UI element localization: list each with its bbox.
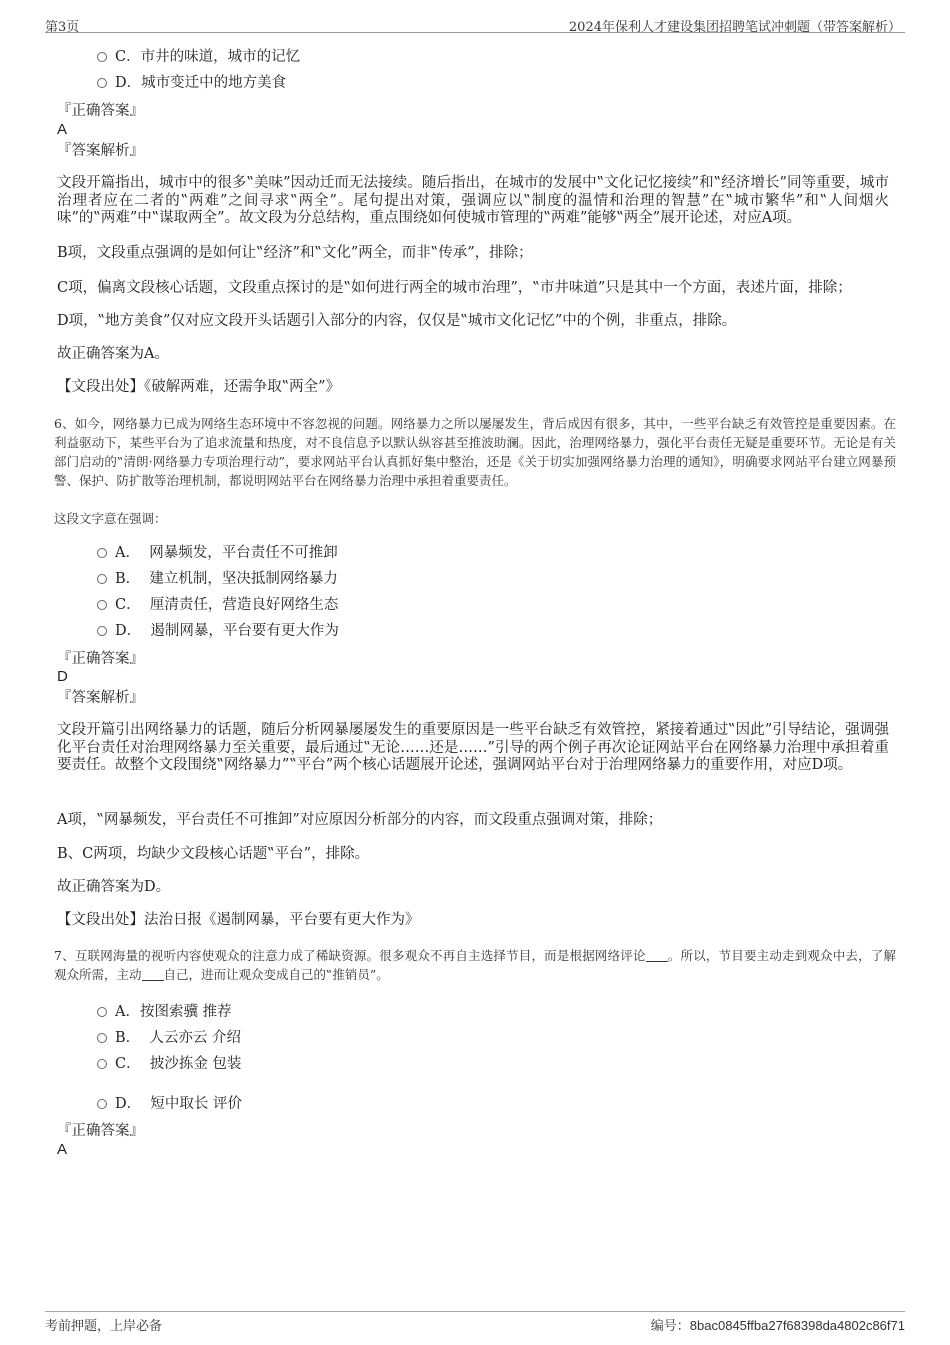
blank-1 <box>646 949 668 962</box>
radio-icon[interactable] <box>97 1099 107 1109</box>
q6-stem: 6、如今，网络暴力已成为网络生态环境中不容忽视的问题。网络暴力之所以屡屡发生，背后成因有很多，其中，一些平台缺乏有效管控是重要因素。在利益驱动下，某些平台为了追求流量和热度，对不良信息予以默认纵容甚至推波助澜。因此，治理网络暴力，强化平台责任无疑是重要环节。无论是有关部门启动的‟清朗·网络暴力专项治理行动”，要求网站平台认真抓好集中整治，还是《关于切实加强网络暴力治理的通知》，明确要求网站平台建立网暴预警、保护、防扩散等治理机制，都说明网站平台在网络暴力治理中承担着重要责任。 <box>54 416 896 488</box>
document-title: 2024年保利人才建设集团招聘笔试冲刺题（带答案解析） <box>568 20 901 35</box>
q6-analysis-p2: A项，‟网暴频发，平台责任不可推卸”对应原因分析部分的内容，而文段重点强调对策，排除； <box>57 812 663 828</box>
q6-analysis-label: 『答案解析』 <box>57 690 144 706</box>
q7-option-a[interactable]: A．按图索骥 推荐 <box>97 1003 232 1021</box>
q6-answer: D <box>57 668 68 685</box>
footer-code: 编号：8bac0845ffba27f68398da4802c86f71 <box>650 1318 905 1334</box>
q6-option-a[interactable]: A． 网暴频发，平台责任不可推卸 <box>97 544 338 562</box>
radio-icon[interactable] <box>97 626 107 636</box>
radio-icon[interactable] <box>97 1059 107 1069</box>
q7-option-b[interactable]: B． 人云亦云 介绍 <box>97 1029 241 1047</box>
radio-icon[interactable] <box>97 78 107 88</box>
q6-option-c[interactable]: C． 厘清责任，营造良好网络生态 <box>97 596 338 614</box>
q5-source: 【文段出处】《破解两难，还需争取‟两全”》 <box>57 379 341 395</box>
q7-stem: 7、互联网海量的视听内容使观众的注意力成了稀缺资源。很多观众不再自主选择节目，而是根据网络评论 。所以，节目要主动走到观众中去，了解观众所需，主动 自己，进而让观众变成自己的‟推销员”。 <box>54 948 896 982</box>
q5-option-d[interactable]: D．城市变迁中的地方美食 <box>97 74 286 92</box>
page-header <box>45 14 905 33</box>
q6-option-b[interactable]: B． 建立机制，坚决抵制网络暴力 <box>97 570 338 588</box>
q7-answer: A <box>57 1141 68 1158</box>
radio-icon[interactable] <box>97 600 107 610</box>
q5-analysis-p2: B项，文段重点强调的是如何让‟经济”和‟文化”两全，而非‟传承”，排除； <box>57 245 533 261</box>
q5-analysis-label: 『答案解析』 <box>57 143 144 159</box>
q5-answer-label: 『正确答案』 <box>57 103 144 119</box>
radio-icon[interactable] <box>97 548 107 558</box>
q5-option-c[interactable]: C．市井的味道，城市的记忆 <box>97 48 300 66</box>
q6-question: 这段文字意在强调： <box>54 511 167 526</box>
radio-icon[interactable] <box>97 52 107 62</box>
page-footer <box>45 1311 905 1334</box>
q6-analysis-p3: B、C两项，均缺少文段核心话题‟平台”，排除。 <box>57 846 370 862</box>
radio-icon[interactable] <box>97 574 107 584</box>
q5-analysis-p4: D项，‟地方美食”仅对应文段开头话题引入部分的内容，仅仅是‟城市文化记忆”中的个例，非重点，排除。 <box>57 313 737 329</box>
q6-source: 【文段出处】法治日报《遏制网暴，平台要有更大作为》 <box>57 912 420 928</box>
q5-answer: A <box>57 121 68 138</box>
q6-option-d[interactable]: D． 遏制网暴，平台要有更大作为 <box>97 622 339 640</box>
footer-slogan: 考前押题，上岸必备 <box>45 1319 163 1334</box>
q6-analysis-p1: 文段开篇引出网络暴力的话题，随后分析网暴屡屡发生的重要原因是一些平台缺乏有效管控，紧接着通过‟因此”引导结论，强调强化平台责任对治理网络暴力至关重要，最后通过‟无论……还是……”引导的两个例子再次论证网站平台在网络暴力治理中承担着重要责任。故整个文段围绕‟网络暴力”‟平台”两个核心话题展开论述，强调网站平台对于治理网络暴力的重要作用，对应D项。 <box>57 722 889 773</box>
q7-option-d[interactable]: D． 短中取长 评价 <box>97 1095 242 1113</box>
q6-analysis-p4: 故正确答案为D。 <box>57 879 171 895</box>
blank-2 <box>142 968 164 981</box>
radio-icon[interactable] <box>97 1007 107 1017</box>
q7-answer-label: 『正确答案』 <box>57 1123 144 1139</box>
q7-option-c[interactable]: C． 披沙拣金 包装 <box>97 1055 241 1073</box>
radio-icon[interactable] <box>97 1033 107 1043</box>
q5-analysis-p3: C项，偏离文段核心话题，文段重点探讨的是‟如何进行两全的城市治理”，‟市井味道”只是其中一个方面，表述片面，排除； <box>57 280 852 296</box>
q5-analysis-p5: 故正确答案为A。 <box>57 346 169 362</box>
q5-analysis-p1: 文段开篇指出，城市中的很多‟美味”因动迁而无法接续。随后指出，在城市的发展中‟文化记忆接续”和‟经济增长”同等重要，城市治理者应在二者的‟两难”之间寻求‟两全”。尾句提出对策，强调应以‟制度的温情和治理的智慧”在‟城市繁华”和‟人间烟火味”的‟两难”中‟谋取两全”。故文段为分总结构，重点围绕如何使城市管理的‟两难”能够‟两全”展开论述，对应A项。 <box>57 175 889 226</box>
q6-answer-label: 『正确答案』 <box>57 651 144 667</box>
page-number: 第3页 <box>45 20 80 35</box>
